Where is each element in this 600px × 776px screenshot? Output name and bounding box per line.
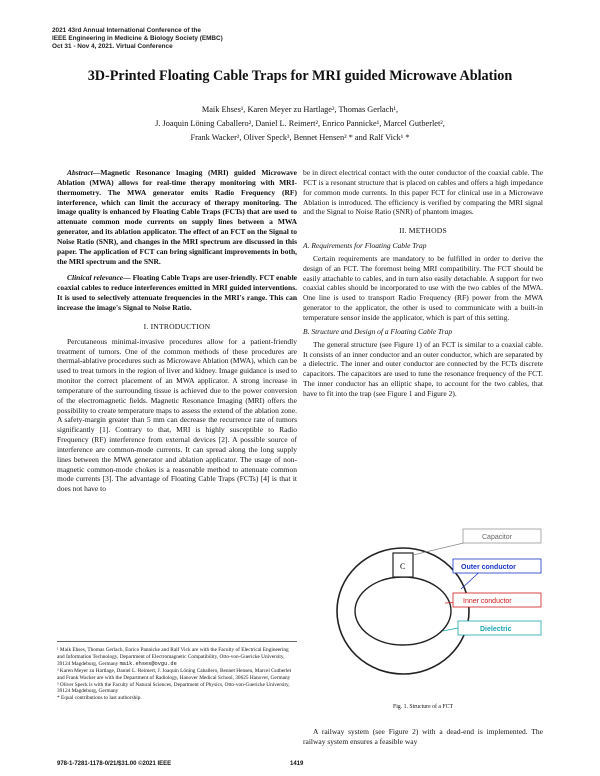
conference-line-2: IEEE Engineering in Medicine & Biology Society (EMBC): [52, 35, 223, 43]
abstract-text: —Magnetic Resonance Imaging (MRI) guided Microwave Ablation (MWA) allows for real-time therapy monitoring with MRI-thermometry. The MWA generator emits Radio Frequency (RF) interference, which can limit the accuracy of therapy monitoring. The image quality is enhanced by Floating Cable Traps (FCTs) that are used to attenuate common mode currents on supply lines between a MWA generator, and its ablation applicator. The effect of an FCT on the Signal to Noise Ratio (SNR), and changes in the MRI spectrum are discussed in this paper. The application of FCT can bring significant improvements in both, the MRI spectrum and the SNR.: [57, 168, 297, 266]
footnote-1: ¹ Maik Ehses, Thomas Gerlach, Enrico Pannicke and Ralf Vick are with the Faculty of Electrical Engineering and Information Technology, Department of Electromagnetic Compatibility, Otto-von-Guericke University, 39124 Magdeburg, Germany maik.ehses@ovgu.de: [57, 647, 289, 667]
subsection-b-heading: B. Structure and Design of a Floating Cable Trap: [303, 326, 453, 336]
footnote-2: ² Karen Meyer zu Hartlage, Daniel L. Reimert, J. Joaquin Löning Caballero, Bennet Hensen, Marcel Gutberlet and Frank Wacker are with the Department of Radiology, Hanover Medical School, 30625 Hanover, Germany: [57, 667, 292, 681]
subsection-a-heading: A. Requirements for Floating Cable Trap: [303, 241, 427, 251]
abstract: [57, 168, 297, 266]
outer-conductor-label: Outer conductor: [461, 564, 516, 571]
page-number: 1419: [290, 761, 304, 767]
subsection-a-text: Certain requirements are mandatory to be fulfilled in order to derive the design of an FCT. The foremost being MRI compatibility. The FCT should be easily attachable to cables, and in turn also easily detachable. A support for two coaxial cables should be incorporated to use with the two cables of the MWA. One line is used to transport Radio Frequency (RF) power from the MWA generator to the applicator, the other is used to communicate with a built-in temperature sensor inside the applicator, which is part of this setting.: [303, 253, 543, 322]
inner-conductor-label: Inner conductor: [463, 598, 512, 605]
conference-line-3: Oct 31 - Nov 4, 2021. Virtual Conference: [52, 43, 173, 51]
author-list: [60, 103, 540, 146]
footnotes: [57, 641, 297, 702]
conference-line-1: 2021 43rd Annual International Conference of the: [52, 27, 201, 34]
figure-caption: Fig. 1. Structure of a FCT: [392, 704, 454, 710]
leader-dielectric: [443, 628, 458, 631]
abstract-label: Abstract: [67, 168, 93, 177]
author-line-1: Maik Ehses¹, Karen Meyer zu Hartlage², Thomas Gerlach¹,: [201, 105, 399, 114]
left-column: [57, 168, 297, 494]
fct-diagram: [333, 519, 543, 699]
figure-fct-structure: [333, 519, 543, 645]
author-line-2: J. Joaquin Löning Caballero², Daniel L. Reimert², Enrico Pannicke¹, Marcel Gutberlet²,: [155, 119, 445, 129]
dielectric-label: Dielectric: [480, 626, 512, 633]
section-heading-methods: II. METHODS: [399, 226, 447, 236]
capacitor-label: Capacitor: [482, 534, 512, 541]
author-line-3: Frank Wacker², Oliver Speck³, Bennet Hensen² * and Ralf Vick¹ *: [190, 133, 410, 143]
footer-isbn: 978-1-7281-1178-0/21/$31.00 ©2021 IEEE: [57, 761, 172, 767]
footnote-3: ³ Oliver Speck is with the Faculty of Natural Sciences, Department of Physics, Otto-von-Guericke University, 39124 Magdeburg, Germany: [57, 681, 290, 695]
email-link[interactable]: maik.ehses@ovgu.de: [119, 660, 177, 667]
section-heading-introduction: I. INTRODUCTION: [143, 321, 211, 331]
right-column: [303, 168, 543, 399]
railway-text: A railway system (see Figure 2) with a dead-end is implemented. The railway system ensures a feasible way: [303, 727, 543, 746]
footnote-4: * Equal contributions to last authorship.: [57, 695, 142, 702]
clinical-relevance: [57, 273, 297, 312]
introduction-text: Percutaneous minimal-invasive procedures allow for a patient-friendly treatment of tumors. One of the common methods of these procedures are thermal-ablative procedures such as Microwave Ablation (MWA), which can be used to treat tumors in the region of liver and kidney. Image guidance is used to monitor the correct placement of an MWA applicator. A strong increase in temperature of the surrounding tissue is achieved due to the power conversion of the electromagnetic fields. Magnetic Resonance Imaging (MRI) offers the possibility to create temperature maps to assess the extend of the ablation zone. A safety-margin greater than 5 mm can decrease the recurrence rate of tumors significantly [1]. Contrary to that, MRI is highly susceptible to Radio Frequency (RF) interference from external devices [2]. A possible source of interference are common-mode currents. It can spread along the long supply lines between the MWA generator and ablation applicator. The usage of non-magnetic common-mode chokes is a reasonable method to attenuate common mode currents [3]. The advantage of Floating Cable Traps (FCTs) [4] is that it does not have to: [57, 336, 297, 494]
relevance-text: — Floating Cable Traps are user-friendly. FCT enable coaxial cables to reduce interferences emitted in MRI guided interventions. It is used to selectively attenuate frequencies in the MRI's range. This can increase the image's Signal to Noise Ratio.: [57, 273, 297, 312]
inner-ellipse: [355, 577, 451, 645]
capacitor-c-label: C: [400, 562, 406, 571]
intro-continued: be in direct electrical contact with the outer conductor of the coaxial cable. The FCT is a resonant structure that is placed on cables and offers a high impedance for common mode currents. In this paper FCT for clinical use in a Microwave Ablation is introduced. The efficiency is verified by comparing the MRI signal and the Signal to Noise Ratio (SNR) of phantom images.: [303, 168, 543, 217]
relevance-label: Clinical relevance: [67, 273, 124, 283]
conference-header: [52, 27, 223, 52]
paper-title: 3D-Printed Floating Cable Traps for MRI guided Microwave Ablation: [87, 68, 513, 84]
subsection-b-text: The general structure (see Figure 1) of an FCT is similar to a coaxial cable. It consists of an inner conductor and an outer conductor, which are separated by a dielectric. The inner and outer conductor are connected by the FCTs discrete capacitors. The capacitors are used to tune the resonance frequency of the FCT. The inner conductor has an elliptic shape, to account for the two cables, that have to fit into the trap (see Figure 1 and Figure 2).: [303, 339, 543, 398]
